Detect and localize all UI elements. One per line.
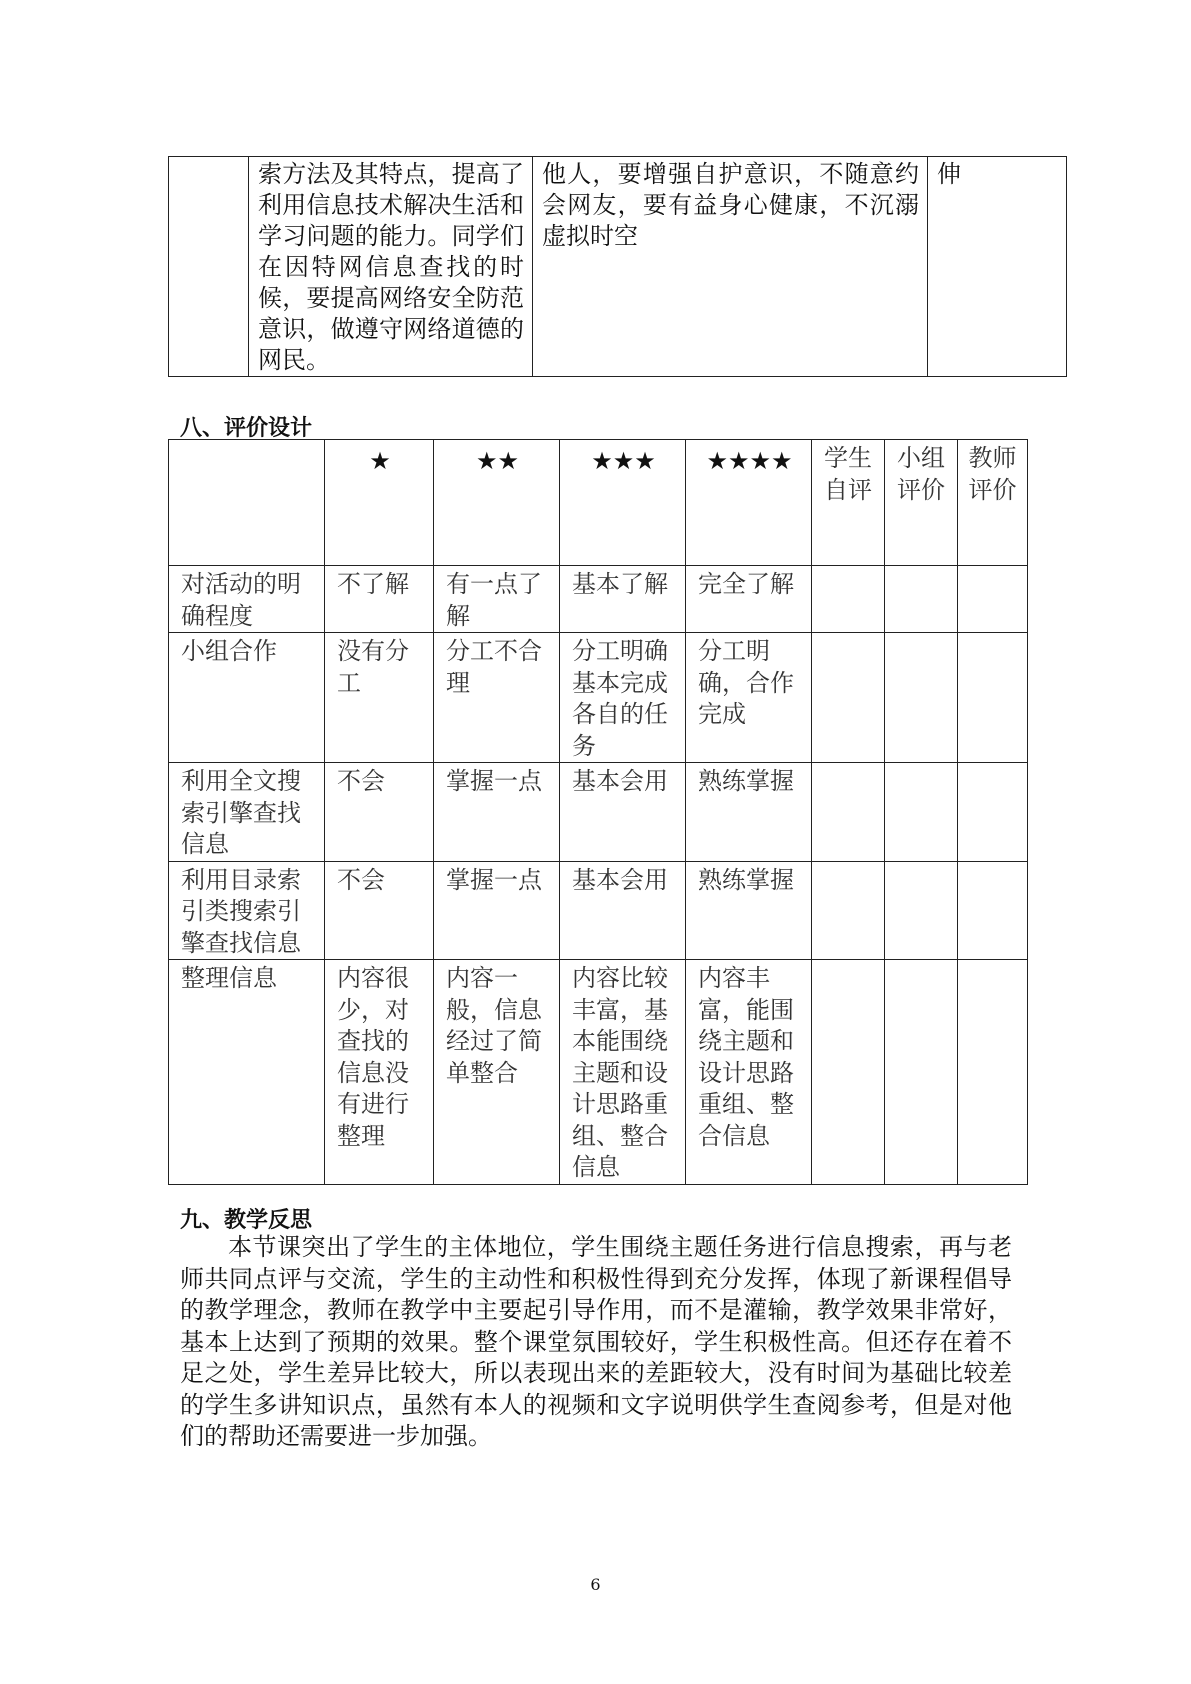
table-cell: 小组合作 <box>169 633 325 763</box>
header-cell-teacher-eval: 教师评价 <box>958 440 1028 566</box>
header-cell-four-stars: ★★★★ <box>686 440 812 566</box>
table-cell <box>958 861 1028 960</box>
table-cell: 内容一般，信息经过了简单整合 <box>434 960 560 1185</box>
table-cell: 掌握一点 <box>434 763 560 862</box>
evaluation-table <box>168 439 1028 1185</box>
table-cell: 熟练掌握 <box>686 861 812 960</box>
table-cell: 有一点了解 <box>434 566 560 633</box>
table-cell <box>958 566 1028 633</box>
table-cell: 利用全文搜索引擎查找信息 <box>169 763 325 862</box>
table-cell: 伸 <box>928 157 1067 377</box>
table-cell <box>885 633 958 763</box>
table-cell <box>812 566 885 633</box>
continuation-table <box>168 156 1067 377</box>
table-cell <box>885 566 958 633</box>
header-cell <box>169 440 325 566</box>
table-cell <box>958 960 1028 1185</box>
table-cell: 不会 <box>325 861 434 960</box>
table-cell: 整理信息 <box>169 960 325 1185</box>
header-cell-three-stars: ★★★ <box>560 440 686 566</box>
table-cell <box>812 861 885 960</box>
table-cell: 索方法及其特点，提高了利用信息技术解决生活和学习问题的能力。同学们在因特网信息查找的时候，要提高网络安全防范意识，做遵守网络道德的网民。 <box>249 157 533 377</box>
table-header-row <box>169 440 1028 566</box>
table-row <box>169 763 1028 862</box>
table-cell <box>885 861 958 960</box>
header-cell-two-stars: ★★ <box>434 440 560 566</box>
table-cell: 内容很少，对查找的信息没有进行整理 <box>325 960 434 1185</box>
table-cell: 分工明确基本完成各自的任务 <box>560 633 686 763</box>
table-cell <box>885 960 958 1185</box>
header-cell-group-eval: 小组评价 <box>885 440 958 566</box>
section-heading-reflection: 九、教学反思 <box>180 1208 313 1233</box>
table-cell <box>812 763 885 862</box>
section-heading-evaluation: 八、评价设计 <box>180 416 313 441</box>
table-cell: 没有分工 <box>325 633 434 763</box>
table-cell: 不了解 <box>325 566 434 633</box>
header-cell-one-star: ★ <box>325 440 434 566</box>
table-row <box>169 960 1028 1185</box>
table-row <box>169 566 1028 633</box>
table-cell: 熟练掌握 <box>686 763 812 862</box>
table-cell: 分工不合理 <box>434 633 560 763</box>
table-cell: 对活动的明确程度 <box>169 566 325 633</box>
table-cell: 分工明确，合作完成 <box>686 633 812 763</box>
table-row <box>169 861 1028 960</box>
table-cell <box>169 157 249 377</box>
table-cell: 基本会用 <box>560 763 686 862</box>
table-cell: 掌握一点 <box>434 861 560 960</box>
table-cell: 内容比较丰富，基本能围绕主题和设计思路重组、整合信息 <box>560 960 686 1185</box>
table-cell: 完全了解 <box>686 566 812 633</box>
table-cell: 基本会用 <box>560 861 686 960</box>
page-number: 6 <box>590 1575 601 1594</box>
table-cell <box>958 633 1028 763</box>
reflection-paragraph: 本节课突出了学生的主体地位，学生围绕主题任务进行信息搜索，再与老师共同点评与交流，学生的主动性和积极性得到充分发挥，体现了新课程倡导的教学理念，教师在教学中主要起引导作用，而不是灌输，教学效果非常好，基本上达到了预期的效果。整个课堂氛围较好，学生积极性高。但还存在着不足之处，学生差异比较大，所以表现出来的差距较大，没有时间为基础比较差的学生多讲知识点，虽然有本人的视频和文字说明供学生查阅参考，但是对他们的帮助还需要进一步加强。 <box>180 1233 1012 1450</box>
table-row <box>169 157 1067 377</box>
table-cell <box>885 763 958 862</box>
table-cell <box>812 633 885 763</box>
table-cell: 他人，要增强自护意识，不随意约会网友，要有益身心健康，不沉溺虚拟时空 <box>533 157 928 377</box>
table-cell <box>958 763 1028 862</box>
header-cell-self-eval: 学生自评 <box>812 440 885 566</box>
table-cell: 基本了解 <box>560 566 686 633</box>
table-cell <box>812 960 885 1185</box>
table-cell: 利用目录索引类搜索引擎查找信息 <box>169 861 325 960</box>
table-row <box>169 633 1028 763</box>
table-cell: 内容丰富，能围绕主题和设计思路重组、整合信息 <box>686 960 812 1185</box>
table-cell: 不会 <box>325 763 434 862</box>
